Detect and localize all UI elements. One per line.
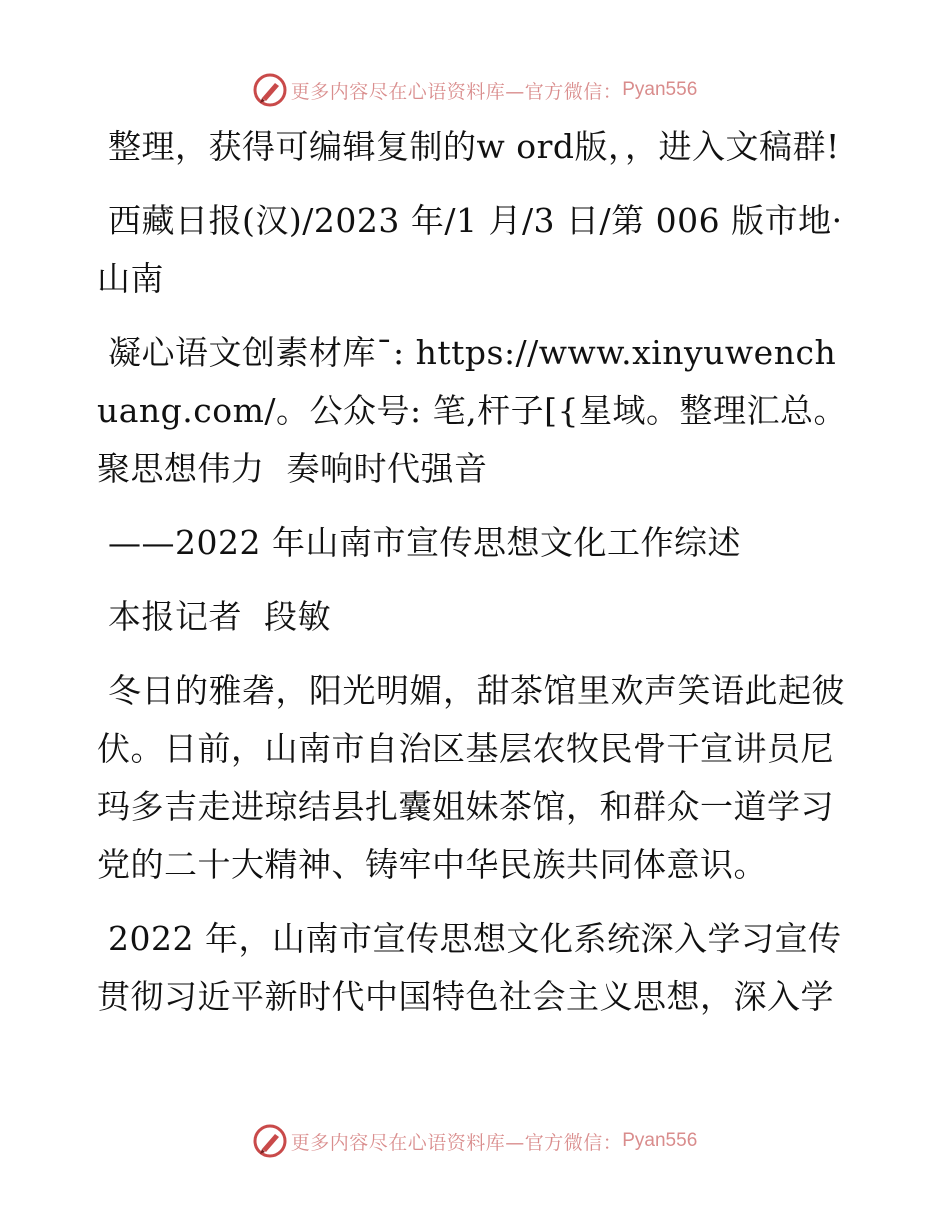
document-body (97, 118, 857, 1042)
watermark-text: 更多内容尽在心语资料库—官方微信： (290, 1131, 623, 1154)
paragraph-source: 西藏日报(汉)/2023 年/1 月/3 日/第 006 版市地· 山南 (97, 201, 854, 298)
watermark-text: 更多内容尽在心语资料库—官方微信： (290, 80, 623, 103)
watermark-header (0, 70, 950, 110)
paragraph-material-library: 凝心语文创素材库¯: https://www.xinyuwenchuang.com/。公众号: 笔,杆子[{星域。整理汇总。聚思想伟力 奏响时代强音 (97, 333, 848, 488)
watermark-footer (0, 1121, 950, 1161)
watermark-contact: Pyan556 (622, 79, 698, 100)
paragraph-intro: 整理，获得可编辑复制的w ord版，，进入文稿群! (97, 127, 840, 166)
pen-logo-icon (253, 73, 287, 107)
watermark-contact: Pyan556 (622, 1130, 698, 1151)
paragraph-body-1: 冬日的雅砻，阳光明媚，甜茶馆里欢声笑语此起彼伏。日前，山南市自治区基层农牧民骨干宣讲员尼玛多吉走进琼结县扎囊姐妹茶馆，和群众一道学习党的二十大精神、铸牢中华民族共同体意识。 (97, 671, 845, 884)
paragraph-subtitle: ——2022 年山南市宣传思想文化工作综述 (97, 523, 741, 562)
paragraph-body-2: 2022 年，山南市宣传思想文化系统深入学习宣传贯彻习近平新时代中国特色社会主义思想，深入学 (97, 919, 842, 1016)
pen-logo-icon (253, 1124, 287, 1158)
paragraph-byline: 本报记者 段敏 (97, 597, 331, 636)
